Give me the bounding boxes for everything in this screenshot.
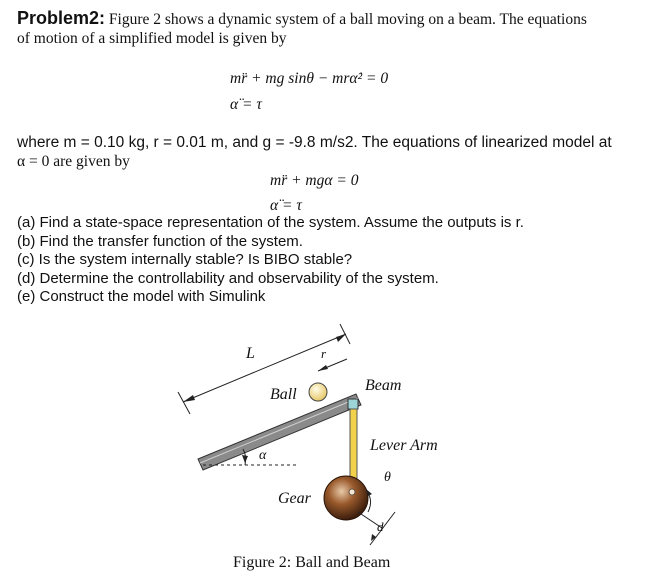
problem-title: Problem2:	[17, 8, 106, 28]
question-a: (a) Find a state-space representation of the system. Assume the outputs is r.	[17, 214, 524, 231]
question-d: (d) Determine the controllability and observability of the system.	[17, 270, 439, 287]
equation-nonlinear-2: α̈ = τ	[230, 96, 262, 113]
figure-caption: Figure 2: Ball and Beam	[233, 554, 391, 571]
beam	[198, 394, 361, 470]
label-alpha: α	[259, 448, 267, 463]
beam-pivot	[348, 399, 358, 409]
equation-linear-2: α̈ = τ	[270, 197, 302, 214]
label-theta: θ	[384, 470, 391, 485]
label-gear: Gear	[278, 490, 311, 507]
problem-intro-line2: of motion of a simplified model is given by	[17, 30, 287, 47]
gear	[324, 476, 368, 520]
question-b: (b) Find the transfer function of the system.	[17, 233, 303, 250]
ball	[309, 383, 327, 401]
parameters-line1: where m = 0.10 kg, r = 0.01 m, and g = -9.8 m/s2. The equations of linearized model at	[17, 134, 612, 151]
label-position: r	[321, 346, 327, 361]
question-e: (e) Construct the model with Simulink	[17, 288, 266, 305]
label-d: d	[377, 519, 384, 534]
label-beam: Beam	[365, 377, 402, 394]
label-length: L	[246, 345, 255, 362]
equation-linear-1: mr̈ + mgα = 0	[270, 172, 359, 189]
label-ball: Ball	[270, 386, 297, 403]
label-lever-arm: Lever Arm	[370, 437, 438, 454]
problem-intro-line1: Figure 2 shows a dynamic system of a ball moving on a beam. The equations	[105, 11, 587, 28]
parameters-line2: α = 0 are given by	[17, 153, 130, 170]
equation-nonlinear-1: mr̈ + mg sinθ − mrα̇² = 0	[230, 70, 389, 87]
question-c: (c) Is the system internally stable? Is BIBO stable?	[17, 251, 353, 268]
